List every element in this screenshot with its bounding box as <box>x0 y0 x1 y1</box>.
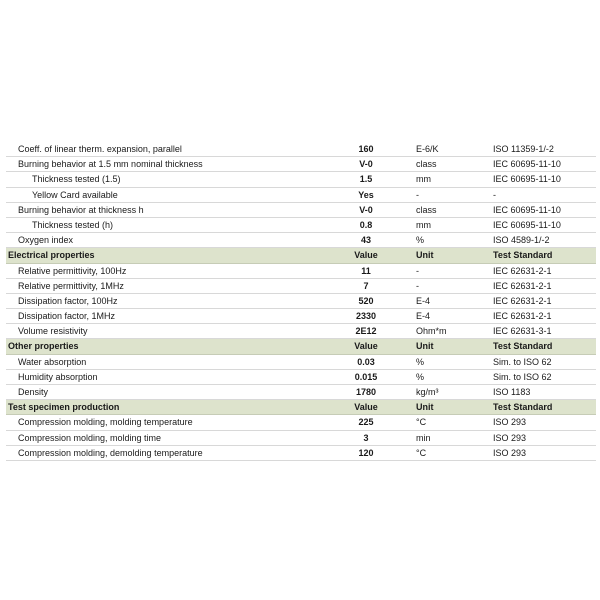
test-standard: IEC 62631-2-1 <box>493 265 552 276</box>
property-name: Water absorption <box>18 356 87 367</box>
property-name: Compression molding, molding time <box>18 432 162 443</box>
section-title: Other properties <box>8 341 79 352</box>
test-standard: IEC 62631-2-1 <box>493 295 552 306</box>
property-value: V-0 <box>359 159 373 170</box>
property-unit: E-6/K <box>416 144 439 154</box>
table-row <box>6 188 596 203</box>
table-row <box>6 233 596 248</box>
table-row <box>6 370 596 385</box>
table-row <box>6 309 596 324</box>
table-row <box>6 264 596 279</box>
table-row <box>6 324 596 339</box>
test-standard: IEC 60695-11-10 <box>493 174 561 185</box>
property-name: Density <box>18 387 49 397</box>
table-row <box>6 142 596 157</box>
property-unit: % <box>416 235 425 246</box>
table-row <box>6 415 596 430</box>
table-row <box>6 172 596 187</box>
property-value: 7 <box>363 280 369 291</box>
property-unit: % <box>416 371 425 382</box>
property-name: Burning behavior at thickness h <box>18 204 144 215</box>
table-row <box>6 355 596 370</box>
properties-table <box>6 142 596 461</box>
test-standard: IEC 62631-2-1 <box>493 280 552 291</box>
property-value: 2330 <box>355 311 377 322</box>
table-row <box>6 218 596 233</box>
value-column-header: Value <box>354 402 378 413</box>
property-unit: - <box>416 280 419 291</box>
table-row <box>6 203 596 218</box>
property-unit: kg/m³ <box>416 387 439 397</box>
property-unit: °C <box>416 417 427 428</box>
property-value: 1.5 <box>359 174 373 185</box>
test-standard: ISO 293 <box>493 417 527 428</box>
property-unit: - <box>416 265 419 276</box>
property-value: 520 <box>358 295 374 306</box>
property-value: 120 <box>358 447 374 458</box>
property-name: Thickness tested (1.5) <box>32 174 121 185</box>
unit-column-header: Unit <box>416 402 434 413</box>
value-column-header: Value <box>354 250 378 261</box>
test-standard: ISO 293 <box>493 432 527 443</box>
property-unit: - <box>416 189 419 200</box>
property-name: Coeff. of linear therm. expansion, parallel <box>18 144 182 154</box>
property-value: Yes <box>358 189 374 200</box>
property-name: Oxygen index <box>18 235 74 246</box>
property-name: Relative permittivity, 1MHz <box>18 280 124 291</box>
property-name: Dissipation factor, 100Hz <box>18 295 118 306</box>
test-standard: ISO 293 <box>493 447 527 458</box>
property-unit: mm <box>416 174 431 185</box>
property-value: 43 <box>360 235 371 246</box>
test-standard: ISO 1183 <box>493 387 531 397</box>
test-standard: IEC 60695-11-10 <box>493 219 561 230</box>
table-row <box>6 431 596 446</box>
value-column-header: Value <box>354 341 378 352</box>
property-value: 3 <box>363 432 369 443</box>
test-standard: IEC 62631-2-1 <box>493 311 552 322</box>
section-header-row <box>6 339 596 354</box>
property-value: 11 <box>361 265 371 276</box>
table-row <box>6 157 596 172</box>
property-name: Humidity absorption <box>18 371 98 382</box>
table-row <box>6 385 596 400</box>
section-header-row <box>6 248 596 263</box>
section-header-row <box>6 400 596 415</box>
property-unit: mm <box>416 219 431 230</box>
standard-column-header: Test Standard <box>493 402 553 413</box>
property-value: 0.8 <box>359 219 373 230</box>
test-standard: Sim. to ISO 62 <box>493 356 552 367</box>
test-standard: ISO 4589-1/-2 <box>493 235 550 246</box>
table-row <box>6 294 596 309</box>
property-name: Thickness tested (h) <box>32 219 114 230</box>
property-name: Yellow Card available <box>32 189 118 200</box>
unit-column-header: Unit <box>416 341 434 352</box>
property-unit: min <box>416 432 431 443</box>
test-standard: IEC 60695-11-10 <box>493 159 561 170</box>
property-unit: class <box>416 159 437 170</box>
unit-column-header: Unit <box>416 250 434 261</box>
property-unit: % <box>416 356 425 367</box>
test-standard: IEC 60695-11-10 <box>493 204 561 215</box>
property-unit: E-4 <box>416 295 431 306</box>
property-value: 160 <box>358 144 374 154</box>
section-title: Electrical properties <box>8 250 95 261</box>
property-value: 0.015 <box>354 371 378 382</box>
property-name: Relative permittivity, 100Hz <box>18 265 127 276</box>
property-name: Volume resistivity <box>18 326 88 337</box>
property-unit: class <box>416 204 437 215</box>
property-name: Compression molding, demolding temperature <box>18 447 203 458</box>
test-standard: IEC 62631-3-1 <box>493 326 552 337</box>
property-name: Dissipation factor, 1MHz <box>18 311 116 322</box>
property-unit: E-4 <box>416 311 431 322</box>
test-standard: Sim. to ISO 62 <box>493 371 552 382</box>
table-row <box>6 446 596 461</box>
property-value: 1780 <box>355 387 377 397</box>
standard-column-header: Test Standard <box>493 341 553 352</box>
property-value: V-0 <box>359 204 373 215</box>
test-standard: ISO 11359-1/-2 <box>493 144 554 154</box>
section-title: Test specimen production <box>8 402 120 413</box>
property-unit: °C <box>416 447 427 458</box>
test-standard: - <box>493 189 496 200</box>
property-value: 0.03 <box>357 356 375 367</box>
property-name: Burning behavior at 1.5 mm nominal thickness <box>18 159 203 170</box>
table-row <box>6 279 596 294</box>
property-value: 2E12 <box>355 326 377 337</box>
standard-column-header: Test Standard <box>493 250 553 261</box>
property-unit: Ohm*m <box>416 326 447 337</box>
property-name: Compression molding, molding temperature <box>18 417 193 428</box>
property-value: 225 <box>358 417 374 428</box>
